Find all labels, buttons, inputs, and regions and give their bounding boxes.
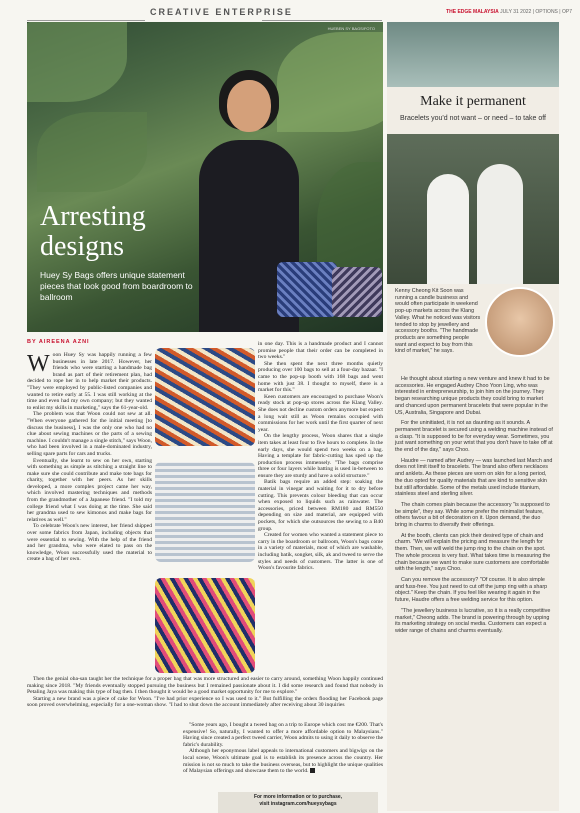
bracelet-photo xyxy=(485,287,555,357)
sidebar-panel xyxy=(387,22,559,811)
sidebar-body: He thought about starting a new venture and knew it had to be accessories. He engaged Audrey Choo Yoon Ling, who was interested in entrepreneurship, to join him on the journey. They began researching unique products they could bring to market and chanced upon permanent bracelets that were popular in the US, Australia, Singapore and Dubai. For the uninitiated, it is not as daunting as it sounds. A permanent bracelet is secured using a welding machine instead of a clasp. "It is supposed to be for everyday wear. Sometimes, you just want something on your wrist that you don't have to take off at the end of the day," says Choo. Haudre — named after Audrey — was launched last March and does not limit itself to bracelets. The brand also offers necklaces and anklets. As these pieces are worn on skin for a long period, the duo opted for quality materials that are kind to sensitive skin but still affordable. Some of the metals used include titanium, stainless steel and sterling silver. The chain comes plain because the accessory "is supposed to be simple", they say. While some prefer the minimalist feature, others favour a bit of decoration on it. Upon demand, the duo bring in charms to diversify their offerings. At the booth, clients can pick their desired type of chain and charm. "We will explain the pricing and measure the length for them. Then, we will weld the jump ring to the chain on the spot. The whole process is very fast. What takes time is measuring the chain because we want to make sure customers are comfortable with the length," says Choo. Can you remove the accessory? "Of course. It is also simple and fuss-free. You just need to cut off the jump ring with a sharp object." Keep the chain. If you feel like wearing it again in the future, Haudre offers a free welding service for this option. "The jewellery business is lucrative, so it is a really competitive market," Cheong adds. The brand is powering through by upping its marketing strategy on social media. Customers can expect a wider range of chains and charms eventually. xyxy=(395,376,553,634)
header-rule-left xyxy=(27,20,145,21)
page-number: OP7 xyxy=(561,9,572,15)
brand-name: THE EDGE MALAYSIA xyxy=(446,9,499,15)
bag-photo-floral xyxy=(155,578,255,673)
info-link: visit instagram.com/hueysybags xyxy=(259,801,337,807)
sidebar-top-photo xyxy=(387,22,559,87)
page-header xyxy=(0,0,580,22)
sidebar-subtitle: Bracelets you'd not want – or need – to take off xyxy=(400,115,546,122)
sidebar-title: Make it permanent xyxy=(420,94,526,109)
article-bottom-wide: Then the genial oba-san taught her the technique for a proper bag that was more structured and easier to carry around, something Woon happily continued making since 2018. "My friends eventually stopped pursuing the business but I remained passionate about it. I did some research and found that nobody in Petaling Jaya was making this type of bag then. I then thought it would be a good market opportunity for me to explore." Starting a new brand was a piece of cake for Woon. "I've had prior experience so I was used to it." But fulfilling the orders flooding her Facebook page soon proved overwhelming, especially for a one-woman show. "I had to shut down the account immediately after receiving about 30 inquiries xyxy=(27,676,383,709)
sidebar-intro: Kenny Cheong Kit Soon was running a candle business and would often participate in weekend pop-up markets across the Klang Valley. What he noticed was visitors tended to stop by jewellery and accessory booths. "The handmade products are something people want and expect to buy from this kind of market," he says. xyxy=(395,288,481,355)
article-column-1: Woon Huey Sy was happily running a few businesses in late 2017. However, her friends who were starting a handmade bag brand as part of their retirement plan, had decided to rope her in to help market their products. "They were employed by public-listed companies and wanted to retire early at 55. I was still working at the time and even had my own company; but they wanted to enlist my skills in marketing," says the 61-year-old. The problem was that Woon could not sew at all. "When everyone gathered for the initial meeting [to discuss the business], I was the only one who had no clue about sewing machines or the parts of a sewing machine. I couldn't manage a single stitch," says Woon, who had been involved in a male-dominated industry, selling spare parts for cars and trucks. Eventually, she learnt to sew on her own, starting with something as simple as stitching a straight line to make sure she could contribute and make tote bags for charity, together with her peers. As her skills developed, a more complex project came her way, which involved mastering techniques and methods from the grandmother of a Japanese friend. "I told my college friend what I was doing at the time. She said her grandma used to sew kimonos and make bags for relatives as well." To celebrate Woon's new interest, her friend shipped over some fabrics from Japan, including objects that were essential to sewing. With the help of the friend and her grandma, who were elated to pass on the knowledge, Woon successfully used the material to create a bag of her own. xyxy=(27,351,152,563)
byline: BY AIREENA AZNI xyxy=(27,339,90,345)
headline: Arresting designs xyxy=(40,201,146,262)
standfirst: Huey Sy Bags offers unique statement pieces that look good from boardroom to ballroom xyxy=(40,270,193,302)
drop-cap: W xyxy=(27,351,50,377)
article-column-2-end: "Some years ago, I bought a tweed bag on a trip to Europe which cost me €200. That's expensive! So, naturally, I wanted to offer a more affordable option to Malaysians." Having since created a perfect tweed carrier, Woon admits to using it daily to observe the fabric's durability. Although her eponymous label appeals to international customers and bigwigs on the local scene, Woon's ultimate goal is to establish its presence across the country. Her mission is not so much to take the business overseas, but to highlight the unique qualities of Malaysian offerings and showcase them to the world. xyxy=(183,722,383,775)
folio: THE EDGE MALAYSIA JULY 31 2022 | OPTIONS | OP7 xyxy=(446,9,572,15)
founders-photo xyxy=(387,134,559,284)
info-box xyxy=(218,792,378,813)
bag-photo-tweed xyxy=(155,462,255,562)
article-column-2: in one day. This is a handmade product and I cannot promise people that their order can be completed in two weeks." She then spent the next three months quietly producing over 100 bags to sell at a four-day bazaar. "I came to the pop-up booth with 168 bags and went home with just 38. I thought to myself, there is a market for this." Keen customers are encouraged to purchase Woon's ready stock at pop-up stores across the Klang Valley. She does not decline custom orders anymore but expect a long wait still as Woon remains occupied with commissions for her work until the first quarter of next year. On the lengthy process, Woon shares that a single item takes at least four to five hours to complete. In the early days, she would spend two weeks on a bag. Having a template for fabric-cutting has sped up the production process immensely. "The bags comprise three or four layers while batting is used in-between to ensure they are sturdy and have a solid structure." Batik bags require an added step: soaking the material in vinegar and waiting for it to dry before cutting. This prevents colour bleeding that can occur when exposed to liquids such as rainwater. The accessories, priced between RM180 and RM550 depending on size and material, are equipped with pockets, for which she outsources the sewing to a B40 group. Created for women who wanted a statement piece to carry in the boardroom or ballroom, Woon's bags come in a variety of materials, most of which are washable, including batik, songket, silk, ak and tweed to serve the styles and needs of customers. The latter is one of Woon's favourite fabrics. xyxy=(258,341,383,572)
category-name: OPTIONS xyxy=(535,9,558,15)
photo-credit: HUEBEN SY BAGS/FOTO xyxy=(327,26,375,31)
tweed-bag-image xyxy=(277,262,337,317)
end-mark xyxy=(310,768,315,773)
batik-bag-image xyxy=(332,267,382,317)
header-rule-right xyxy=(262,20,382,21)
issue-date: JULY 31 2022 xyxy=(500,9,532,15)
section-label: CREATIVE ENTERPRISE xyxy=(150,7,293,17)
bag-photo-batik xyxy=(155,348,255,446)
info-line-1: For more information or to purchase, xyxy=(253,794,343,800)
author-name: AIREENA AZNI xyxy=(38,339,90,345)
